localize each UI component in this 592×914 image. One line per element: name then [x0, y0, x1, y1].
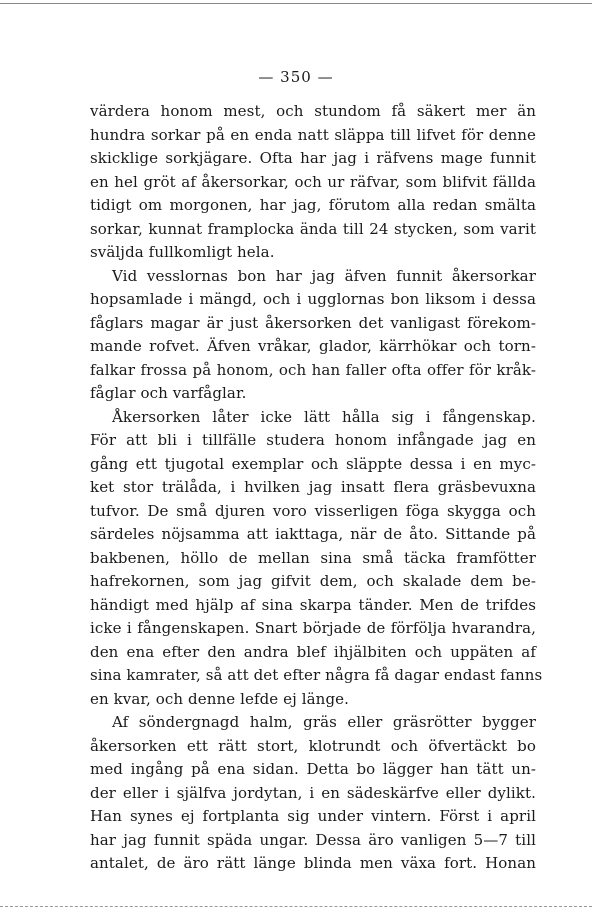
- body-text: [90, 100, 543, 876]
- text-line: har jag funnit späda ungar. Dessa äro vanligen 5—7 till: [90, 830, 536, 849]
- text-line: hundra sorkar på en enda natt släppa till lifvet för denne: [90, 125, 536, 144]
- text-line: ket stor trälåda, i hvilken jag insatt flera gräsbevuxna: [90, 478, 536, 496]
- text-line: bakbenen, höllo de mellan sina små täcka framfötter: [90, 548, 536, 567]
- text-line: värdera honom mest, och stundom få säkert mer än: [90, 102, 536, 120]
- text-line: hafrekornen, som jag gifvit dem, och skalade dem be-: [90, 572, 536, 590]
- text-line: sina kamrater, så att det efter några få dagar endast fanns: [90, 666, 543, 684]
- text-line: Åkersorken låter icke lätt hålla sig i fångenskap.: [112, 407, 536, 426]
- text-line: händigt med hjälp af sina skarpa tänder. Men de trifdes: [90, 595, 536, 614]
- paragraph: [90, 100, 536, 265]
- text-line: Han synes ej fortplanta sig under vintern. Först i april: [90, 807, 536, 825]
- text-line: mande rofvet. Äfven vråkar, glador, kärrhökar och torn-: [90, 337, 536, 355]
- text-line: Vid vesslornas bon har jag äfven funnit åkersorkar: [112, 266, 536, 285]
- text-line: tufvor. De små djuren voro visserligen föga skygga och: [90, 501, 536, 520]
- paragraph: [90, 265, 536, 406]
- text-line: särdeles nöjsamma att iakttaga, när de åto. Sittande på: [90, 525, 536, 543]
- text-line: sorkar, kunnat framplocka ända till 24 stycken, som varit: [90, 219, 536, 238]
- text-line: Af söndergnagd halm, gräs eller gräsrötter bygger: [112, 713, 536, 731]
- text-line: fåglar och varfåglar.: [90, 384, 247, 402]
- text-line: med ingång på ena sidan. Detta bo lägger han tätt un-: [90, 760, 536, 778]
- text-line: en hel gröt af åkersorkar, och ur räfvar, som blifvit fällda: [90, 172, 536, 191]
- text-line: åkersorken ett rätt stort, klotrundt och öfvertäckt bo: [90, 736, 536, 755]
- text-line: skicklige sorkjägare. Ofta har jag i räfvens mage funnit: [90, 149, 536, 167]
- text-line: antalet, de äro rätt länge blinda men växa fort. Honan: [90, 854, 536, 872]
- page-number: — 350 —: [258, 68, 334, 86]
- text-line: För att bli i tillfälle studera honom infångade jag en: [90, 431, 536, 449]
- paragraph: [90, 711, 536, 876]
- top-edge-rule: [0, 3, 592, 4]
- paragraph: [90, 406, 543, 712]
- text-line: hopsamlade i mängd, och i ugglornas bon liksom i dessa: [90, 290, 536, 308]
- text-line: fåglars magar är just åkersorken det vanligast förekom-: [90, 313, 536, 332]
- text-line: falkar frossa på honom, och han faller ofta offer för kråk-: [90, 360, 536, 379]
- text-line: den ena efter den andra blef ihjälbiten och uppäten af: [90, 642, 536, 661]
- text-line: en kvar, och denne lefde ej länge.: [90, 689, 349, 708]
- text-line: gång ett tjugotal exemplar och släppte dessa i en myc-: [90, 454, 536, 473]
- text-line: sväljda fullkomligt hela.: [90, 243, 275, 261]
- text-line: der eller i själfva jordytan, i en sädeskärfve eller dylikt.: [90, 783, 536, 802]
- text-line: icke i fångenskapen. Snart började de förfölja hvarandra,: [90, 619, 536, 637]
- bottom-edge-rule: [0, 906, 592, 907]
- text-line: tidigt om morgonen, har jag, förutom alla redan smälta: [90, 196, 536, 214]
